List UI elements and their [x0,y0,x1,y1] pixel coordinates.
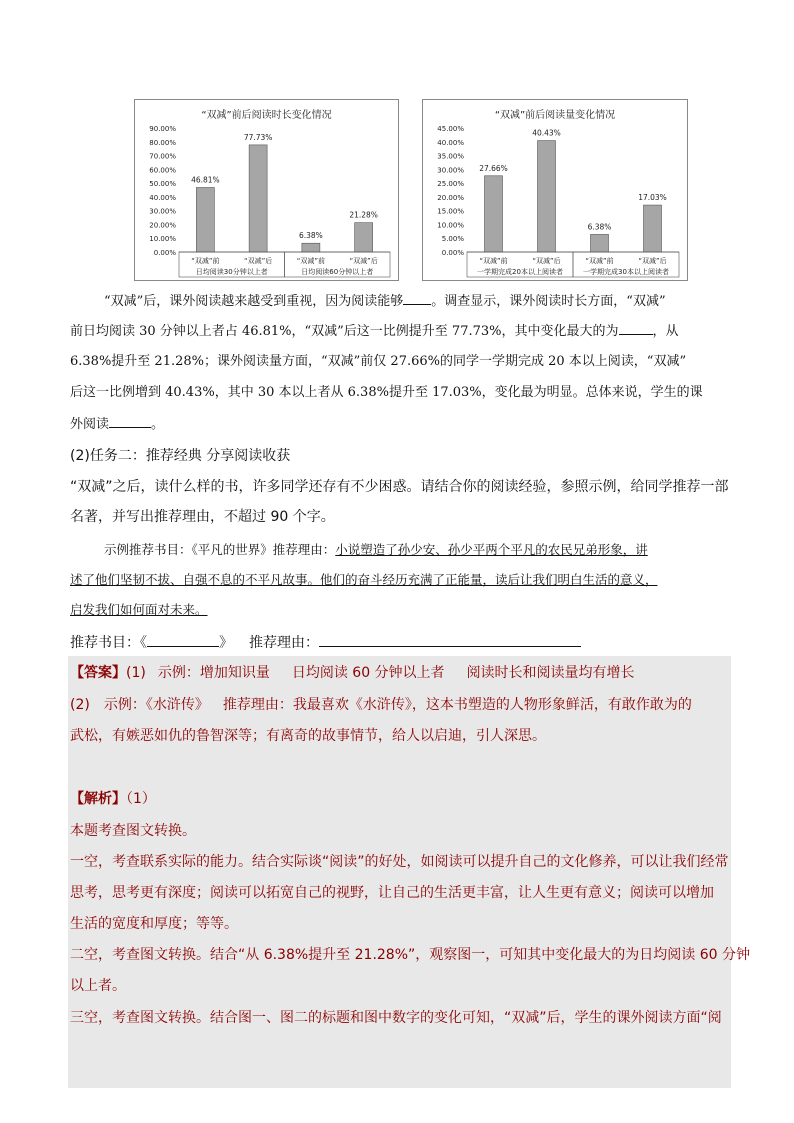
example-line-3: 启发我们如何面对未来。 [70,602,208,617]
bar [249,145,267,252]
analysis-line: 二空，考查图文转换。结合“从 6.38%提升至 21.28%”，观察图一，可知其中变化最大的为日均阅读 60 分钟 [70,947,750,963]
analysis-line: 三空，考查图文转换。结合图一、图二的标题和图中数字的变化可知，“双减”后，学生的课外阅读方面“阅 [70,1010,722,1026]
y-tick-label: 90.00% [149,125,176,133]
category-label: “双减”前 [191,257,220,265]
task2-heading: (2)任务二：推荐经典 分享阅读收获 [70,448,291,464]
blank-3[interactable] [109,415,151,428]
data-label: 6.38% [587,222,612,232]
category-label: “双减”后 [532,257,561,265]
analysis-heading [70,790,156,808]
data-label: 27.66% [479,163,508,173]
answer-tag: 【答案】 [70,665,126,681]
passage-text: 。 [151,417,165,432]
bar [644,205,662,252]
recommend-line [70,634,581,652]
reading-volume-chart-svg [423,100,687,280]
category-label: “双减”后 [243,257,273,265]
reading-volume-chart [422,99,688,281]
passage-line-3: 6.38%提升至 21.28%；课外阅读量方面，“双减”前仅 27.66%的同学一学期完成 20 本以上阅读，“双减” [70,354,687,369]
y-tick-label: 80.00% [149,138,176,147]
answer-text: 示例：《水浒传》 [103,697,209,713]
reading-time-chart [134,99,399,281]
analysis-tag: 【解析】 [70,791,126,807]
reason-blank[interactable] [319,634,581,647]
y-tick-label: 20.00% [149,221,176,230]
group-label: 日均阅读60分钟以上者 [301,268,374,276]
reading-time-chart-svg [135,100,398,280]
bar [538,141,556,252]
recommend-book-label: 推荐书目：《 [70,635,147,651]
passage-line-4: 后这一比例增到 40.43%，其中 30 本以上者从 6.38%提升至 17.03%，变化最为明显。总体来说，学生的课 [70,385,703,400]
answer-line-1 [70,664,635,682]
recommend-reason-label: 推荐理由： [249,635,319,651]
blank-1[interactable] [403,292,431,305]
answer-line-2 [70,696,692,714]
data-label: 6.38% [298,231,323,241]
answer-text: 推荐理由：我最喜欢《水浒传》，这本书塑造的人物形象鲜活，有敢作敢为的 [222,697,692,713]
bar [302,243,320,252]
category-label: “双减”后 [638,257,667,265]
y-tick-label: 35.00% [437,152,464,161]
task2-instruction-1: “双减”之后，读什么样的书，许多同学还存有不少困惑。请结合你的阅读经验，参照示例，给同学推荐一部 [70,479,729,495]
analysis-line: 思考，思考更有深度；阅读可以拓宽自己的视野，让自己的生活更丰富，让人生更有意义；阅读可以增加 [70,885,714,901]
y-tick-label: 15.00% [437,207,464,216]
passage-text: 。调查显示，课外阅读时长方面，“双减” [431,294,666,309]
analysis-line: 一空，考查联系实际的能力。结合实际谈“阅读”的好处，如阅读可以提升自己的文化修养，可以让我们经常 [70,854,729,870]
y-tick-label: 50.00% [149,180,176,189]
passage-text: 外阅读 [70,417,110,432]
passage-text: ，从 [652,324,679,339]
answer-text: 示例：增加知识量 [157,665,270,681]
analysis-line: 生活的宽度和厚度；等等。 [70,916,238,932]
y-tick-label: 10.00% [437,221,464,230]
data-label: 40.43% [532,128,561,138]
category-label: “双减”前 [296,257,326,265]
category-label: “双减”前 [585,257,614,265]
analysis-line: 本题考查图文转换。 [70,823,196,839]
analysis-line: 以上者。 [70,978,126,994]
passage-text: 前日均阅读 30 分钟以上者占 46.81%，“双减”后这一比例提升至 77.73%，其中变化最大的为 [70,324,619,339]
chart-title: “双减”前后阅读量变化情况 [494,110,616,121]
bar [485,176,503,252]
bar [591,234,609,252]
passage-text: “双减”后，课外阅读越来越受到重视，因为阅读能够 [104,294,404,309]
answer-num: (1) [126,665,146,681]
y-tick-label: 40.00% [437,138,464,147]
data-label: 46.81% [191,175,220,185]
example-line-1 [104,541,648,559]
data-label: 21.28% [349,210,378,220]
chart-title: “双减”前后阅读时长变化情况 [201,110,332,121]
y-tick-label: 30.00% [437,166,464,175]
data-label: 17.03% [638,193,667,203]
answer-text: 日均阅读 60 分钟以上者 [291,665,445,681]
passage-line-2 [70,322,679,341]
y-tick-label: 10.00% [149,235,176,244]
passage-line-5 [70,415,164,434]
group-label: 一学期完成30本以上阅读者 [583,268,669,276]
blank-2[interactable] [619,322,653,335]
example-prefix: 示例推荐书目：《平凡的世界》推荐理由： [104,542,336,557]
bar [355,223,373,252]
recommend-book-close: 》 [219,635,233,651]
y-tick-label: 20.00% [437,193,464,202]
answer-text: 阅读时长和阅读量均有增长 [466,665,635,681]
passage-line-1 [104,292,666,311]
y-tick-label: 0.00% [153,249,176,257]
book-title-blank[interactable] [147,634,219,647]
data-label: 77.73% [243,132,273,142]
group-label: 日均阅读30分钟以上者 [195,268,268,276]
y-tick-label: 70.00% [149,152,176,161]
bar [196,188,214,252]
y-tick-label: 45.00% [437,125,464,133]
category-label: “双减”后 [349,257,378,265]
y-tick-label: 25.00% [437,180,464,189]
y-tick-label: 30.00% [149,207,176,216]
y-tick-label: 40.00% [149,193,176,202]
y-tick-label: 5.00% [441,235,464,244]
y-tick-label: 60.00% [149,166,176,175]
analysis-num: （1） [126,791,156,807]
example-reason: 小说塑造了孙少安、孙少平两个平凡的农民兄弟形象，讲 [335,542,648,557]
example-line-2: 述了他们坚韧不拔、自强不息的不平凡故事。他们的奋斗经历充满了正能量，读后让我们明白生活的意义， [70,572,658,587]
answer-line-3: 武松，有嫉恶如仇的鲁智深等；有离奇的故事情节，给人以启迪，引人深思。 [70,728,546,744]
category-label: “双减”前 [479,257,508,265]
task2-instruction-2: 名著，并写出推荐理由，不超过 90 个字。 [70,509,335,525]
answer-num: (2) [70,697,90,713]
y-tick-label: 0.00% [441,249,464,257]
group-label: 一学期完成20本以上阅读者 [477,268,563,276]
